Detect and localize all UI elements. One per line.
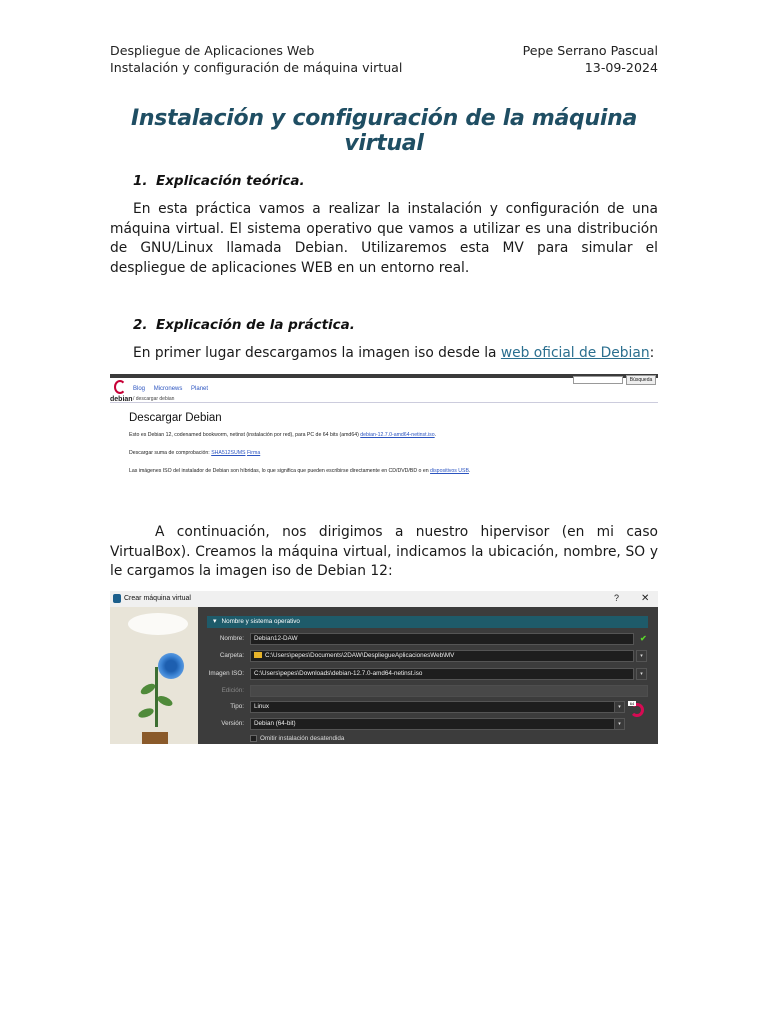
- blue-flower: [158, 653, 184, 679]
- document-date: 13-09-2024: [584, 60, 658, 75]
- valid-check-icon: ✔: [640, 634, 647, 643]
- name-field[interactable]: Debian12-DAW: [250, 633, 634, 645]
- iso-field[interactable]: C:\Users\pepes\Downloads\debian-12.7.0-amd64-netinst.iso: [250, 668, 634, 680]
- plant-leaf: [156, 694, 174, 708]
- debian-website-link[interactable]: web oficial de Debian: [500, 345, 650, 361]
- section-1-heading: [133, 173, 305, 189]
- folder-icon: [254, 652, 262, 658]
- dialog-title: Crear máquina virtual: [124, 595, 191, 602]
- section-title: Explicación de la práctica.: [156, 317, 355, 333]
- skip-unattended-label: Omitir instalación desatendida: [260, 735, 345, 742]
- download-heading: Descargar Debian: [129, 412, 222, 424]
- type-label: Tipo:: [230, 703, 244, 710]
- virtualbox-dialog-screenshot: [110, 591, 658, 744]
- cloud-shape: [128, 613, 188, 635]
- close-button[interactable]: ✕: [641, 593, 650, 604]
- wizard-illustration: [110, 607, 198, 744]
- type-select[interactable]: Linux: [250, 701, 624, 713]
- line-text: Descargar suma de comprobación:: [129, 450, 212, 456]
- document-title: Instalación y configuración de la máquina virtual: [130, 106, 638, 156]
- site-nav: [133, 386, 215, 392]
- edition-field: [250, 685, 648, 697]
- sha512sums-link[interactable]: SHA512SUMS: [211, 450, 246, 456]
- author-name: Pepe Serrano Pascual: [522, 43, 658, 58]
- hybrid-images-line: [129, 468, 470, 474]
- section-2-heading: [133, 317, 355, 333]
- version-label: Versión:: [221, 720, 244, 727]
- line-text: Esto es Debian 12, codenamed bookworm, netinst (instalación por red), para PC de 64 bits (amd64): [129, 432, 361, 438]
- name-label: Nombre:: [219, 635, 244, 642]
- section-label: Nombre y sistema operativo: [221, 618, 300, 625]
- debian-download-screenshot: [110, 374, 658, 480]
- breadcrumb-bar: [110, 394, 658, 403]
- nav-planet[interactable]: Planet: [191, 386, 209, 392]
- debian-swirl-icon: [114, 380, 126, 394]
- plant-leaf: [137, 707, 155, 720]
- document-subtitle: Instalación y configuración de máquina virtual: [110, 60, 403, 75]
- nav-micronews[interactable]: Micronews: [153, 386, 183, 392]
- virtualbox-icon: [113, 594, 121, 603]
- folder-dropdown[interactable]: ▾: [636, 650, 647, 662]
- section-2-intro: [110, 344, 658, 364]
- version-select[interactable]: Debian (64-bit): [250, 718, 624, 730]
- help-button[interactable]: ?: [614, 593, 620, 603]
- section-number: 2.: [133, 317, 148, 333]
- search-input[interactable]: [573, 376, 623, 384]
- line-end: .: [434, 432, 437, 438]
- line-end: .: [468, 468, 471, 474]
- intro-text: En primer lugar descargamos la imagen iso desde la: [133, 345, 501, 361]
- line-text: Las imágenes ISO del instalador de Debian son híbridas, lo que significa que pueden escribirse directamente en CD/DVD/BD o en: [129, 468, 431, 474]
- debian-wordmark: debian: [110, 396, 133, 403]
- folder-field[interactable]: [250, 650, 634, 662]
- dialog-titlebar: [110, 591, 658, 607]
- version-dropdown[interactable]: ▾: [614, 718, 625, 730]
- download-line: [129, 432, 436, 438]
- flower-pot: [142, 732, 168, 744]
- 64-bit-badge: 64: [629, 701, 635, 706]
- usb-devices-link[interactable]: dispositivos USB: [430, 468, 469, 474]
- page-header: [110, 42, 658, 76]
- iso-dropdown[interactable]: ▾: [636, 668, 647, 680]
- folder-path: C:\Users\pepes\Documents\2DAW\DespliegueAplicacionesWeb\MV: [265, 652, 455, 659]
- breadcrumb: / descargar debian: [133, 396, 175, 402]
- course-name: Despliegue de Aplicaciones Web: [110, 43, 315, 58]
- search-button[interactable]: Búsqueda: [626, 375, 656, 385]
- chevron-down-icon: ▾: [213, 618, 217, 625]
- iso-label: Imagen ISO:: [208, 670, 244, 677]
- edition-label: Edición:: [221, 687, 244, 694]
- folder-label: Carpeta:: [219, 652, 244, 659]
- name-os-section-header[interactable]: [207, 616, 648, 628]
- signature-link[interactable]: Firma: [246, 450, 261, 456]
- intro-end: :: [649, 345, 655, 361]
- type-dropdown[interactable]: ▾: [614, 701, 625, 713]
- skip-unattended-checkbox[interactable]: [250, 735, 257, 742]
- section-number: 1.: [133, 173, 148, 189]
- section-title: Explicación teórica.: [156, 173, 305, 189]
- section-2-paragraph: A continuación, nos dirigimos a nuestro hipervisor (en mi caso VirtualBox). Creamos la máquina virtual, indicamos la ubicación, nombre, SO y le cargamos la imagen iso de Debian 12:: [110, 524, 658, 579]
- nav-blog[interactable]: Blog: [133, 386, 146, 392]
- iso-link[interactable]: debian-12.7.0-amd64-netinst.iso: [360, 432, 435, 438]
- section-1-paragraph: En esta práctica vamos a realizar la instalación y configuración de una máquina virtual. El sistema operativo que vamos a utilizar es una distribución de GNU/Linux llamada Debian. Utilizaremos esta MV para simular el despliegue de aplicaciones WEB en un entorno real.: [110, 201, 658, 276]
- checksum-line: [129, 450, 260, 456]
